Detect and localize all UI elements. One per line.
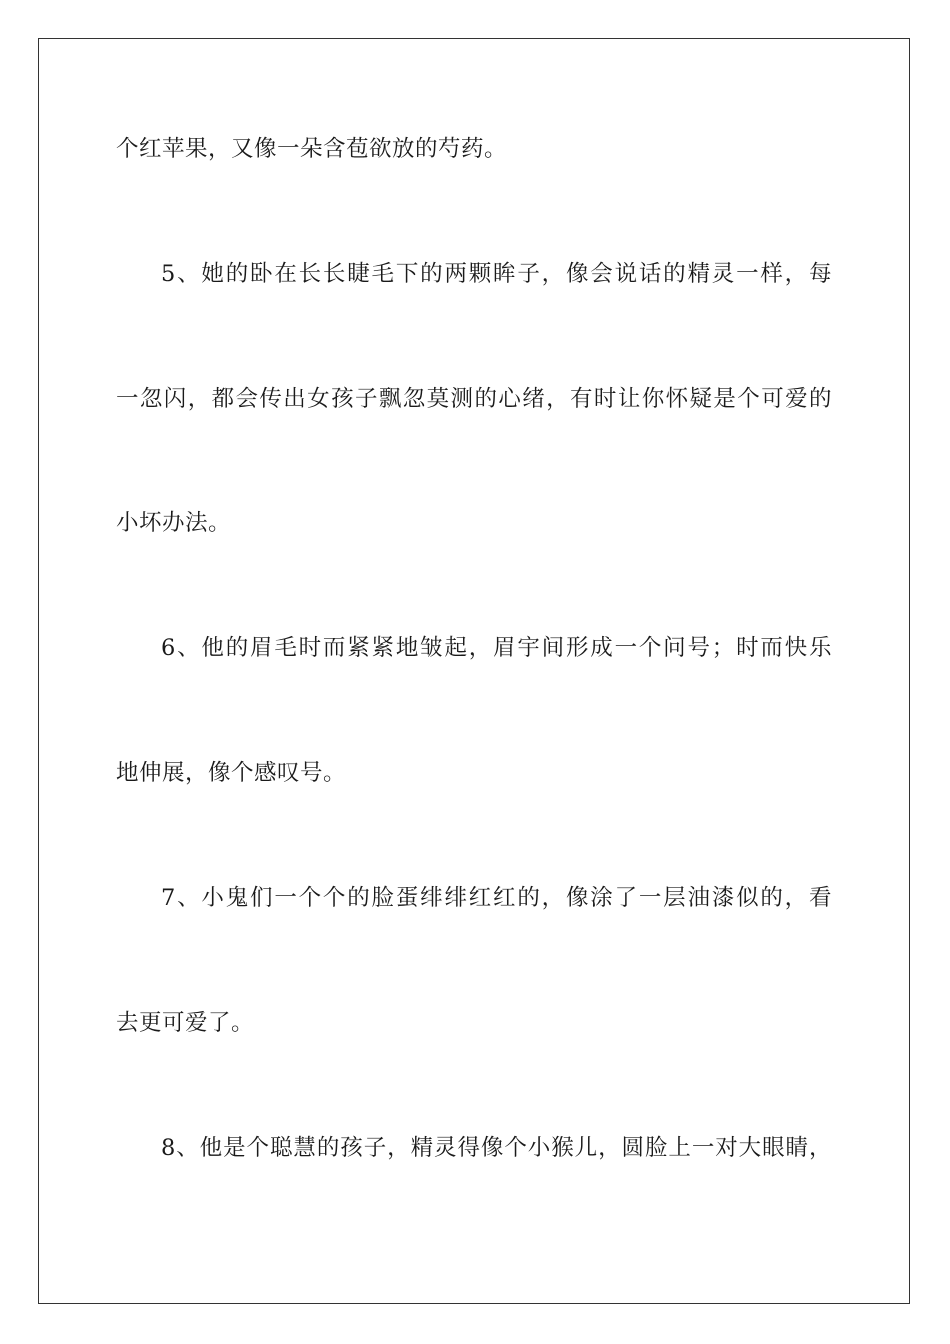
text-line-6: 地伸展，像个感叹号。 bbox=[116, 760, 347, 786]
text-line-8: 去更可爱了。 bbox=[116, 1010, 255, 1036]
text-line-4: 小坏办法。 bbox=[116, 510, 232, 536]
text-line-3: 一忽闪，都会传出女孩子飘忽莫测的心绪，有时让你怀疑是个可爱的 bbox=[116, 386, 832, 412]
text-line-9: 8、他是个聪慧的孩子，精灵得像个小猴儿，圆脸上一对大眼睛， bbox=[161, 1135, 832, 1161]
text-line-2: 5、她的卧在长长睫毛下的两颗眸子，像会说话的精灵一样，每 bbox=[161, 261, 832, 287]
text-line-1: 个红苹果，又像一朵含苞欲放的芍药。 bbox=[116, 136, 508, 162]
page-border bbox=[38, 38, 910, 1304]
text-line-7: 7、小鬼们一个个的脸蛋绯绯红红的，像涂了一层油漆似的，看 bbox=[161, 885, 832, 911]
text-line-5: 6、他的眉毛时而紧紧地皱起，眉宇间形成一个问号；时而快乐 bbox=[161, 635, 832, 661]
